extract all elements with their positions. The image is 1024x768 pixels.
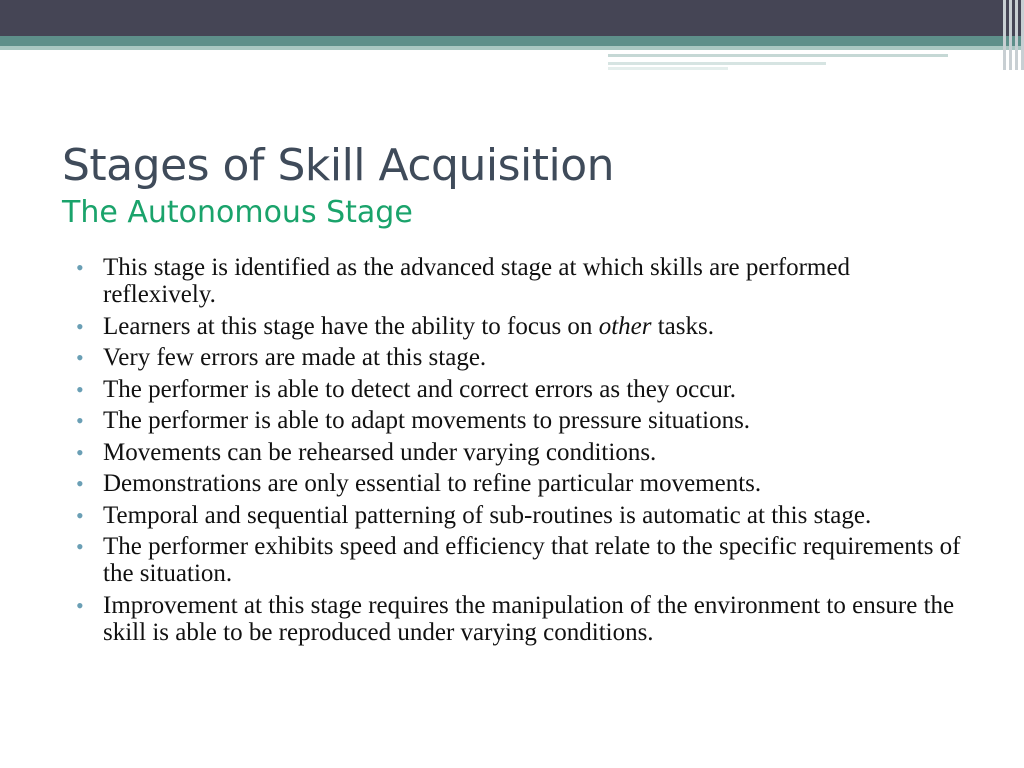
bullet-item: • The performer exhibits speed and efficiency that relate to the specific requirements of the situation.: [76, 533, 966, 587]
header-band: [0, 0, 1024, 36]
bullet-item: • This stage is identified as the advanced stage at which skills are performed reflexively.: [76, 254, 966, 308]
bullet-item: • Improvement at this stage requires the manipulation of the environment to ensure the skill is able to be reproduced under varying conditions.: [76, 592, 966, 646]
slide-title: Stages of Skill Acquisition: [62, 140, 615, 191]
bullet-list: [76, 254, 966, 650]
bullet-item: • Very few errors are made at this stage.: [76, 344, 966, 371]
stripe: [1003, 0, 1006, 70]
bullet-emphasis: other: [598, 312, 652, 340]
accent-line: [608, 54, 948, 57]
slide-subtitle: The Autonomous Stage: [62, 195, 413, 230]
bullet-text-before: Learners at this stage have the ability to focus on: [103, 312, 599, 340]
pale-band: [0, 46, 1024, 50]
accent-line: [608, 62, 826, 65]
bullet-item: • Demonstrations are only essential to refine particular movements.: [76, 470, 966, 497]
corner-stripes: [994, 0, 1024, 70]
bullet-text-after: tasks.: [651, 312, 714, 340]
stripe: [1015, 0, 1018, 70]
stripe: [1009, 0, 1012, 70]
bullet-item: • Temporal and sequential patterning of sub-routines is automatic at this stage.: [76, 502, 966, 529]
title-block: [62, 138, 614, 232]
teal-band: [0, 36, 1024, 46]
accent-line: [608, 67, 728, 70]
bullet-item: • The performer is able to detect and correct errors as they occur.: [76, 376, 966, 403]
bullet-item: • Movements can be rehearsed under varying conditions.: [76, 439, 966, 466]
bullet-item: [76, 313, 966, 340]
bullet-item: • The performer is able to adapt movements to pressure situations.: [76, 407, 966, 434]
